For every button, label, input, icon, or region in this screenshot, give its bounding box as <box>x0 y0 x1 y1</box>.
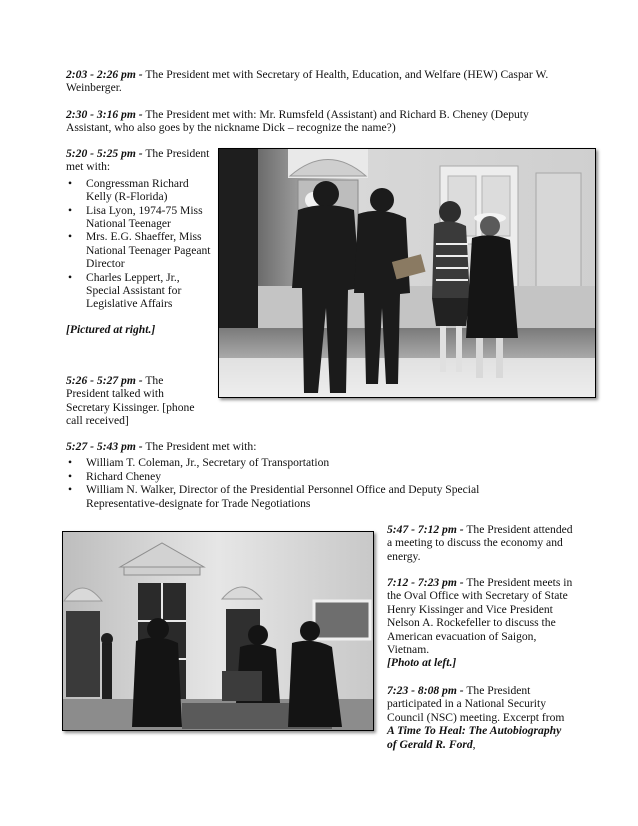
entry-5-intro <box>66 440 536 453</box>
entry-7-note: [Photo at left.] <box>387 656 457 670</box>
entry-8-time: 7:23 - 8:08 pm - <box>387 684 464 697</box>
photo-left-image <box>62 531 374 731</box>
list-item: • Richard Cheney <box>66 470 536 483</box>
entry-8-tail: , <box>472 737 476 751</box>
entry-1-time: 2:03 - 2:26 pm - <box>66 68 143 81</box>
entry-3-note: [Pictured at right.] <box>66 322 156 336</box>
entry-3-text: The President met with: <box>66 147 210 174</box>
entry-2-time: 2:30 - 3:16 pm - <box>66 108 143 121</box>
entry-8-book-title: A Time To Heal: The Autobiography of Gerald R. Ford <box>387 724 562 751</box>
entry-8-text: The President participated in a National Security Council (NSC) meeting. Excerpt from <box>387 684 565 724</box>
entry-6-text: The President attended a meeting to discuss the economy and energy. <box>387 523 573 563</box>
entry-4-time: 5:26 - 5:27 pm - <box>66 374 143 387</box>
entry-5-list <box>66 456 536 510</box>
entry-5 <box>66 440 536 510</box>
entry-4 <box>66 374 206 428</box>
entry-3-time: 5:20 - 5:25 pm - <box>66 147 143 160</box>
entry-7 <box>387 576 575 670</box>
entry-3 <box>66 147 212 336</box>
entry-5-time: 5:27 - 5:43 pm - <box>66 440 143 453</box>
list-item: • William T. Coleman, Jr., Secretary of Transportation <box>66 456 536 469</box>
list-item: • Lisa Lyon, 1974-75 Miss National Teenager <box>66 204 212 231</box>
entry-7-text: The President meets in the Oval Office with Secretary of State Henry Kissinger and Vice President Nelson A. Rockefeller to discuss the American evacuation of Saigon, Vietnam. <box>387 576 573 657</box>
photo-right-image <box>218 148 596 398</box>
entry-3-list <box>66 177 212 311</box>
photo-right <box>218 148 596 398</box>
entry-1-text: The President met with Secretary of Health, Education, and Welfare (HEW) Caspar W. Weinberger. <box>66 68 549 95</box>
list-item: • Congressman Richard Kelly (R-Florida) <box>66 177 212 204</box>
photo-left <box>62 531 374 731</box>
list-item: • Mrs. E.G. Shaeffer, Miss National Teenager Pageant Director <box>66 230 212 270</box>
entry-2-text: The President met with: Mr. Rumsfeld (Assistant) and Richard B. Cheney (Deputy Assistant, who also goes by the nickname Dick – recognize the name?) <box>66 108 529 135</box>
entry-7-time: 7:12 - 7:23 pm - <box>387 576 464 589</box>
list-item: • Charles Leppert, Jr., Special Assistant for Legislative Affairs <box>66 271 212 311</box>
entry-7-body <box>387 576 575 656</box>
entry-2 <box>66 108 576 135</box>
list-item: • William N. Walker, Director of the Presidential Personnel Office and Deputy Special Representative-designate for Trade Negotiations <box>66 483 536 510</box>
entry-5-text: The President met with: <box>142 440 257 453</box>
entry-8 <box>387 684 573 751</box>
entry-6 <box>387 523 573 563</box>
entry-4-text: The President talked with Secretary Kissinger. [phone call received] <box>66 374 195 428</box>
entry-1 <box>66 68 576 95</box>
entry-3-intro <box>66 147 212 174</box>
entry-6-time: 5:47 - 7:12 pm - <box>387 523 464 536</box>
